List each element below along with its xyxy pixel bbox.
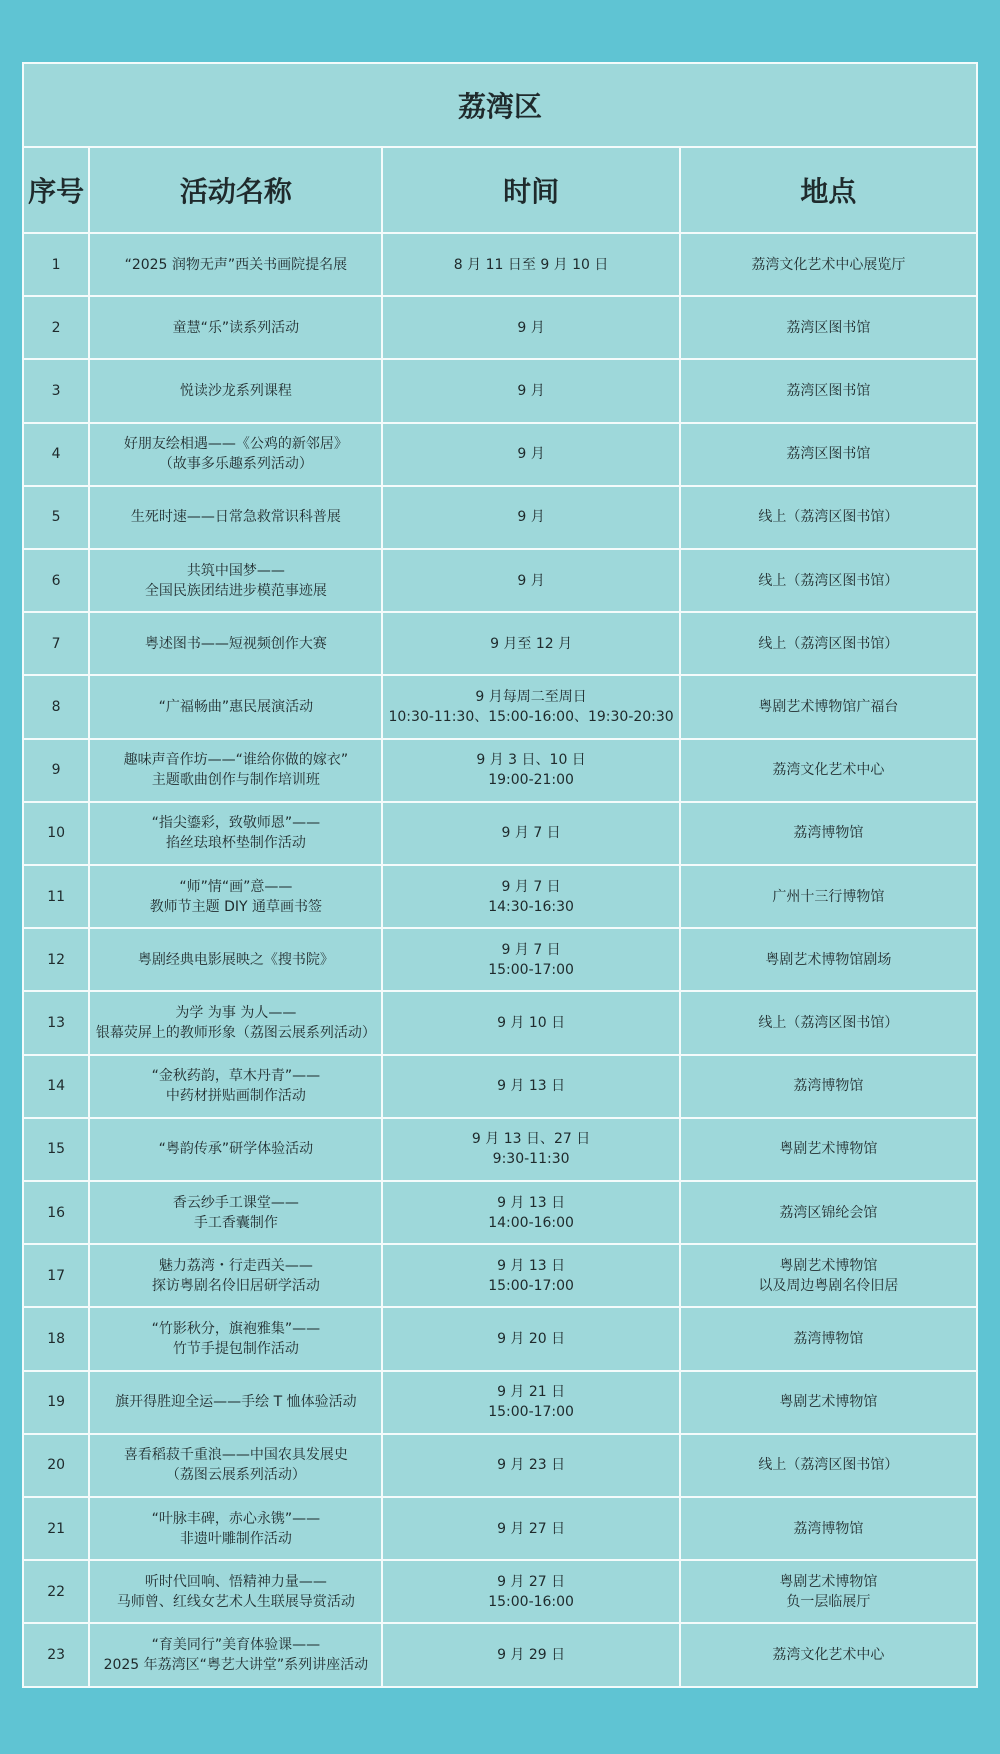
activity-time-cell (382, 1118, 679, 1181)
activity-name-line: “金秋药韵，草木丹青”—— (151, 1068, 321, 1085)
activity-location-cell (680, 1497, 977, 1560)
activity-location-line: 线上（荔湾区图书馆） (758, 1457, 899, 1474)
activity-time-line: 9 月 13 日 (497, 1257, 566, 1274)
row-number: 6 (23, 549, 89, 612)
activity-time-cell (382, 1181, 679, 1244)
activity-name-line: “叶脉丰碑，赤心永镌”—— (151, 1510, 321, 1527)
activity-location-cell (680, 1307, 977, 1370)
activity-name-cell (89, 739, 382, 802)
table-row (23, 1307, 977, 1370)
activity-location-line: 粤剧艺术博物馆剧场 (765, 951, 892, 968)
activity-location-line: 粤剧艺术博物馆 (779, 1257, 878, 1274)
activity-location-cell (680, 1560, 977, 1623)
activity-time-cell (382, 991, 679, 1054)
activity-time-line: 9 月 (517, 572, 545, 589)
activity-time-cell (382, 675, 679, 738)
table-row (23, 1623, 977, 1687)
activity-location-cell (680, 1118, 977, 1181)
activity-time-line: 15:00-17:00 (488, 961, 574, 978)
table-row (23, 296, 977, 359)
row-number: 7 (23, 612, 89, 675)
activity-time-line: 9 月 13 日 (497, 1194, 566, 1211)
activity-location-line: 荔湾区图书馆 (786, 446, 871, 463)
activity-time-line: 9 月 23 日 (497, 1457, 566, 1474)
table-row (23, 802, 977, 865)
activity-location-line: 荔湾文化艺术中心 (772, 762, 885, 779)
table-row (23, 1560, 977, 1623)
activity-location-line: 荔湾区图书馆 (786, 383, 871, 399)
activity-location-line: 粤剧艺术博物馆广福台 (758, 699, 899, 716)
activity-time-line: 15:00-16:00 (488, 1593, 574, 1610)
activity-name-cell (89, 1244, 382, 1307)
activity-name-line: “指尖鎏彩，致敬师恩”—— (151, 815, 321, 832)
activity-name-line: “育美同行”美育体验课—— (151, 1637, 321, 1654)
activity-time-cell (382, 1055, 679, 1118)
activity-time-cell (382, 549, 679, 612)
activity-location-line: 荔湾区锦纶会馆 (779, 1204, 878, 1221)
activity-location-line: 线上（荔湾区图书馆） (758, 509, 899, 526)
activity-time-line: 9:30-11:30 (492, 1151, 570, 1168)
activity-name-line: 非遗叶雕制作活动 (179, 1530, 292, 1547)
activity-time-line: 10:30-11:30、15:00-16:00、19:30-20:30 (388, 709, 674, 726)
activity-time-line: 9 月 27 日 (497, 1573, 566, 1590)
table-row (23, 1118, 977, 1181)
activity-time-line: 9 月 20 日 (497, 1331, 566, 1348)
activity-time-line: 9 月 (517, 383, 545, 399)
row-number: 5 (23, 486, 89, 549)
activity-time-cell (382, 1371, 679, 1434)
row-number: 23 (23, 1623, 89, 1687)
activity-time-cell (382, 486, 679, 549)
activity-location-line: 负一层临展厅 (786, 1593, 871, 1610)
activity-time-line: 9 月 7 日 (501, 825, 561, 842)
row-number: 20 (23, 1434, 89, 1497)
row-number: 22 (23, 1560, 89, 1623)
table-row (23, 486, 977, 549)
table-row (23, 991, 977, 1054)
activity-location-cell (680, 296, 977, 359)
activity-location-cell (680, 359, 977, 422)
activity-location-line: 粤剧艺术博物馆 (779, 1573, 878, 1590)
activity-name-line: 喜看稻菽千重浪——中国农具发展史 (123, 1447, 348, 1464)
activity-time-line: 14:30-16:30 (488, 898, 574, 915)
activity-time-cell (382, 359, 679, 422)
activity-location-cell (680, 1371, 977, 1434)
row-number: 8 (23, 675, 89, 738)
activity-location-line: 荔湾博物馆 (793, 825, 864, 842)
activity-name-line: “师”情“画”意—— (179, 878, 293, 895)
activity-name-line: 为学 为事 为人—— (175, 1005, 297, 1022)
activity-location-line: 荔湾区图书馆 (786, 319, 871, 336)
bottom-band (0, 1688, 1000, 1754)
activity-name-line: 生死时速——日常急救常识科普展 (130, 509, 341, 526)
activity-time-cell (382, 1244, 679, 1307)
row-number: 11 (23, 865, 89, 928)
row-number: 10 (23, 802, 89, 865)
header-time: 时间 (382, 147, 679, 233)
activity-name-line: （故事多乐趣系列活动） (158, 456, 313, 473)
activity-name-cell (89, 612, 382, 675)
activity-name-line: 教师节主题 DIY 通草画书签 (149, 898, 323, 915)
activity-location-cell (680, 1055, 977, 1118)
table-row (23, 1181, 977, 1244)
activity-name-cell (89, 675, 382, 738)
table-row (23, 928, 977, 991)
header-number: 序号 (23, 147, 89, 233)
activity-name-line: （荔图云展系列活动） (165, 1467, 306, 1484)
activity-time-cell (382, 1497, 679, 1560)
table-row (23, 675, 977, 738)
row-number: 4 (23, 423, 89, 486)
activity-time-line: 9 月 (517, 446, 545, 463)
activity-name-line: 魅力荔湾・行走西关—— (158, 1257, 313, 1274)
activity-name-cell (89, 549, 382, 612)
activity-location-cell (680, 486, 977, 549)
activity-time-line: 9 月 7 日 (501, 878, 561, 895)
activity-location-line: 以及周边粤剧名伶旧居 (758, 1277, 899, 1294)
activity-name-cell (89, 486, 382, 549)
activity-time-line: 8 月 11 日至 9 月 10 日 (453, 256, 609, 273)
activity-name-cell (89, 423, 382, 486)
header-row (23, 147, 977, 233)
activity-time-line: 9 月 21 日 (497, 1384, 566, 1401)
activity-location-cell (680, 1434, 977, 1497)
row-number: 14 (23, 1055, 89, 1118)
activity-name-line: 全国民族团结进步模范事迹展 (144, 582, 327, 599)
header-location: 地点 (680, 147, 977, 233)
activity-location-line: 荔湾文化艺术中心展览厅 (751, 256, 906, 273)
activity-name-line: 竹节手提包制作活动 (172, 1341, 299, 1358)
table-row (23, 1055, 977, 1118)
activity-name-cell (89, 802, 382, 865)
activity-time-line: 9 月 29 日 (497, 1647, 566, 1664)
activity-location-cell (680, 675, 977, 738)
activity-name-line: 银幕荧屏上的教师形象（荔图云展系列活动） (95, 1025, 376, 1042)
activity-time-line: 9 月每周二至周日 (475, 689, 587, 706)
activity-name-line: 旗开得胜迎全运——手绘 T 恤体验活动 (115, 1394, 357, 1411)
activity-location-cell (680, 549, 977, 612)
table-row (23, 739, 977, 802)
activity-name-line: 马师曾、红线女艺术人生联展导赏活动 (116, 1593, 355, 1610)
activity-name-line: “粤韵传承”研学体验活动 (158, 1141, 314, 1158)
activity-location-line: 线上（荔湾区图书馆） (758, 635, 899, 652)
activity-time-line: 19:00-21:00 (488, 772, 574, 789)
activity-time-line: 15:00-17:00 (488, 1404, 574, 1421)
activity-time-cell (382, 612, 679, 675)
table-row (23, 359, 977, 422)
activity-name-line: 粤述图书——短视频创作大赛 (144, 635, 327, 652)
top-band (0, 0, 1000, 62)
activity-name-line: 共筑中国梦—— (186, 562, 285, 579)
row-number: 17 (23, 1244, 89, 1307)
activity-name-line: 粤剧经典电影展映之《搜书院》 (137, 951, 334, 968)
activity-time-line: 14:00-16:00 (488, 1214, 574, 1231)
activity-name-line: 探访粤剧名伶旧居研学活动 (151, 1277, 320, 1294)
row-number: 21 (23, 1497, 89, 1560)
activity-location-line: 荔湾文化艺术中心 (772, 1647, 885, 1664)
activity-name-cell (89, 865, 382, 928)
schedule-panel (22, 62, 978, 1688)
table-row (23, 1497, 977, 1560)
activity-time-cell (382, 1623, 679, 1687)
row-number: 12 (23, 928, 89, 991)
activity-name-cell (89, 359, 382, 422)
activity-name-line: 好朋友绘相遇——《公鸡的新邻居》 (123, 436, 348, 453)
table-row (23, 612, 977, 675)
row-number: 19 (23, 1371, 89, 1434)
activity-location-cell (680, 1181, 977, 1244)
activity-time-cell (382, 1307, 679, 1370)
activity-time-cell (382, 928, 679, 991)
activity-name-cell (89, 296, 382, 359)
activity-name-line: 悦读沙龙系列课程 (179, 383, 292, 399)
activity-location-line: 荔湾博物馆 (793, 1520, 864, 1537)
table-title: 荔湾区 (23, 63, 977, 147)
activity-location-cell (680, 612, 977, 675)
activity-location-cell (680, 233, 977, 296)
table-row (23, 1244, 977, 1307)
row-number: 9 (23, 739, 89, 802)
table-row (23, 233, 977, 296)
activity-time-cell (382, 739, 679, 802)
activity-location-cell (680, 1623, 977, 1687)
activity-name-cell (89, 991, 382, 1054)
activity-name-line: 童慧“乐”读系列活动 (172, 319, 300, 336)
header-activity-name: 活动名称 (89, 147, 382, 233)
row-number: 3 (23, 359, 89, 422)
row-number: 15 (23, 1118, 89, 1181)
activity-name-line: 中药材拼贴画制作活动 (165, 1088, 306, 1105)
table-row (23, 423, 977, 486)
activity-location-line: 广州十三行博物馆 (772, 888, 885, 905)
table-row (23, 549, 977, 612)
activity-name-line: “竹影秋分，旗袍雅集”—— (151, 1321, 321, 1338)
activity-name-line: 香云纱手工课堂—— (172, 1194, 299, 1211)
activity-name-cell (89, 928, 382, 991)
activity-name-line: 听时代回响、悟精神力量—— (144, 1573, 327, 1590)
activity-location-cell (680, 865, 977, 928)
activity-name-cell (89, 1560, 382, 1623)
activity-time-line: 9 月至 12 月 (490, 635, 573, 652)
activity-time-cell (382, 423, 679, 486)
activity-location-line: 荔湾博物馆 (793, 1078, 864, 1095)
activity-time-line: 15:00-17:00 (488, 1277, 574, 1294)
activity-time-cell (382, 1560, 679, 1623)
table-row (23, 1434, 977, 1497)
activity-name-cell (89, 1434, 382, 1497)
row-number: 16 (23, 1181, 89, 1244)
activity-time-cell (382, 296, 679, 359)
activity-time-cell (382, 865, 679, 928)
row-number: 18 (23, 1307, 89, 1370)
activity-location-cell (680, 991, 977, 1054)
activity-time-cell (382, 802, 679, 865)
activity-location-line: 线上（荔湾区图书馆） (758, 572, 899, 589)
table-body (23, 233, 977, 1687)
table-row (23, 865, 977, 928)
activity-name-cell (89, 1623, 382, 1687)
activity-name-line: 趣味声音作坊——“谁给你做的嫁衣” (123, 752, 349, 769)
activity-time-line: 9 月 10 日 (497, 1015, 566, 1032)
activity-name-line: 主题歌曲创作与制作培训班 (151, 772, 320, 789)
activity-name-cell (89, 1307, 382, 1370)
row-number: 1 (23, 233, 89, 296)
activity-name-cell (89, 1118, 382, 1181)
activity-name-cell (89, 1371, 382, 1434)
activity-name-line: 手工香囊制作 (193, 1214, 278, 1231)
row-number: 2 (23, 296, 89, 359)
activity-time-line: 9 月 (517, 509, 545, 526)
row-number: 13 (23, 991, 89, 1054)
activity-name-line: 2025 年荔湾区“粤艺大讲堂”系列讲座活动 (103, 1657, 369, 1674)
activity-location-cell (680, 739, 977, 802)
activity-time-line: 9 月 27 日 (497, 1520, 566, 1537)
activity-location-line: 荔湾博物馆 (793, 1331, 864, 1348)
activity-location-cell (680, 1244, 977, 1307)
activity-location-cell (680, 423, 977, 486)
activity-name-cell (89, 1497, 382, 1560)
activity-time-line: 9 月 (517, 319, 545, 336)
activity-name-line: “广福畅曲”惠民展演活动 (158, 699, 314, 716)
activity-name-cell (89, 1181, 382, 1244)
activity-time-line: 9 月 3 日、10 日 (476, 752, 586, 769)
activity-location-cell (680, 802, 977, 865)
table-row (23, 1371, 977, 1434)
activity-name-cell (89, 1055, 382, 1118)
activity-name-line: “2025 润物无声”西关书画院提名展 (124, 256, 348, 273)
activity-location-line: 线上（荔湾区图书馆） (758, 1015, 899, 1032)
activity-name-cell (89, 233, 382, 296)
activity-time-line: 9 月 7 日 (501, 941, 561, 958)
activity-time-cell (382, 1434, 679, 1497)
activity-time-cell (382, 233, 679, 296)
activity-name-line: 掐丝珐琅杯垫制作活动 (165, 835, 306, 852)
activity-location-line: 粤剧艺术博物馆 (779, 1394, 878, 1411)
activity-time-line: 9 月 13 日 (497, 1078, 566, 1095)
schedule-table (22, 62, 978, 1688)
activity-time-line: 9 月 13 日、27 日 (471, 1131, 591, 1148)
activity-location-cell (680, 928, 977, 991)
activity-location-line: 粤剧艺术博物馆 (779, 1141, 878, 1158)
